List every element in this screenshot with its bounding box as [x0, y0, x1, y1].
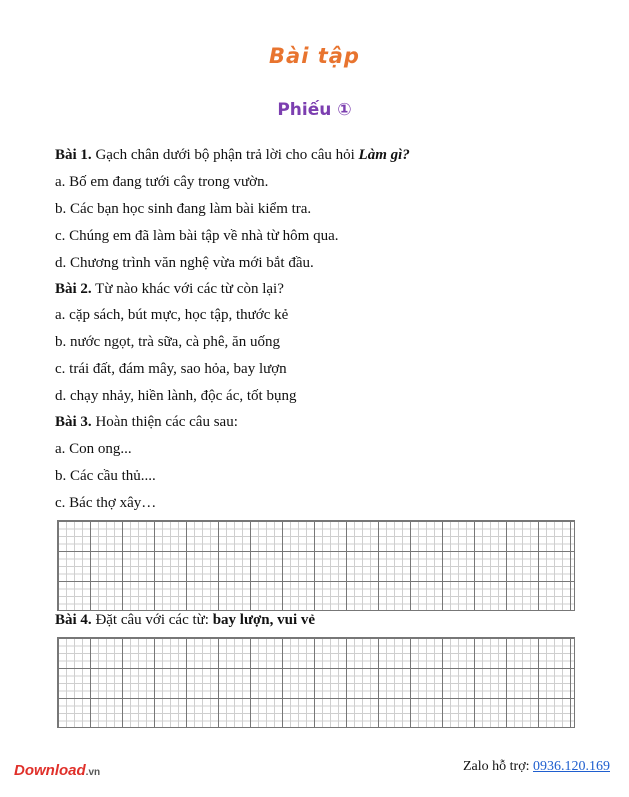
exercise-3-heading [55, 413, 238, 431]
exercise-prompt: Hoàn thiện các câu sau: [91, 414, 238, 430]
exercise-label: Bài 4. [55, 612, 92, 628]
support-phone-link[interactable]: 0936.120.169 [533, 759, 610, 774]
exercise-label: Bài 2. [55, 281, 92, 297]
exercise-item: c. Bác thợ xây… [55, 495, 157, 511]
logo-text: Download [14, 762, 86, 779]
exercise-item: d. chạy nhảy, hiền lành, độc ác, tốt bụng [55, 388, 297, 404]
exercise-item: d. Chương trình văn nghệ vừa mới bắt đầu. [55, 255, 314, 271]
exercise-item: a. Con ong... [55, 441, 132, 457]
exercise-label: Bài 3. [55, 414, 92, 430]
exercise-2-heading [55, 280, 284, 298]
exercise-emphasis: Làm gì? [358, 147, 410, 163]
exercise-emphasis: bay lượn, vui vẻ [212, 612, 316, 628]
exercise-item: c. trái đất, đám mây, sao hỏa, bay lượn [55, 361, 287, 377]
exercise-prompt: Đặt câu với các từ: [91, 612, 213, 628]
exercise-item: b. nước ngọt, trà sữa, cà phê, ăn uống [55, 334, 280, 350]
support-footer [463, 759, 610, 775]
exercise-4-heading [55, 611, 315, 629]
exercise-item: a. cặp sách, bút mực, học tập, thước kẻ [55, 307, 289, 323]
exercise-1-heading [55, 146, 410, 164]
worksheet-title: Bài tập [269, 44, 360, 68]
exercise-prompt: Từ nào khác với các từ còn lại? [91, 281, 284, 297]
support-label: Zalo hỗ trợ: [463, 759, 533, 774]
exercise-item: b. Các bạn học sinh đang làm bài kiểm tra. [55, 201, 312, 217]
worksheet-subtitle: Phiếu ① [277, 100, 352, 120]
writing-grid[interactable] [57, 520, 575, 611]
writing-grid[interactable] [57, 637, 575, 728]
exercise-item: b. Các cầu thủ.... [55, 468, 156, 484]
exercise-item: c. Chúng em đã làm bài tập về nhà từ hôm qua. [55, 228, 339, 244]
download-logo[interactable] [14, 762, 100, 779]
exercise-item: a. Bố em đang tưới cây trong vườn. [55, 174, 269, 190]
exercise-label: Bài 1. [55, 147, 92, 163]
logo-suffix: .vn [85, 767, 101, 778]
exercise-prompt: Gạch chân dưới bộ phận trả lời cho câu hỏi [91, 147, 359, 163]
